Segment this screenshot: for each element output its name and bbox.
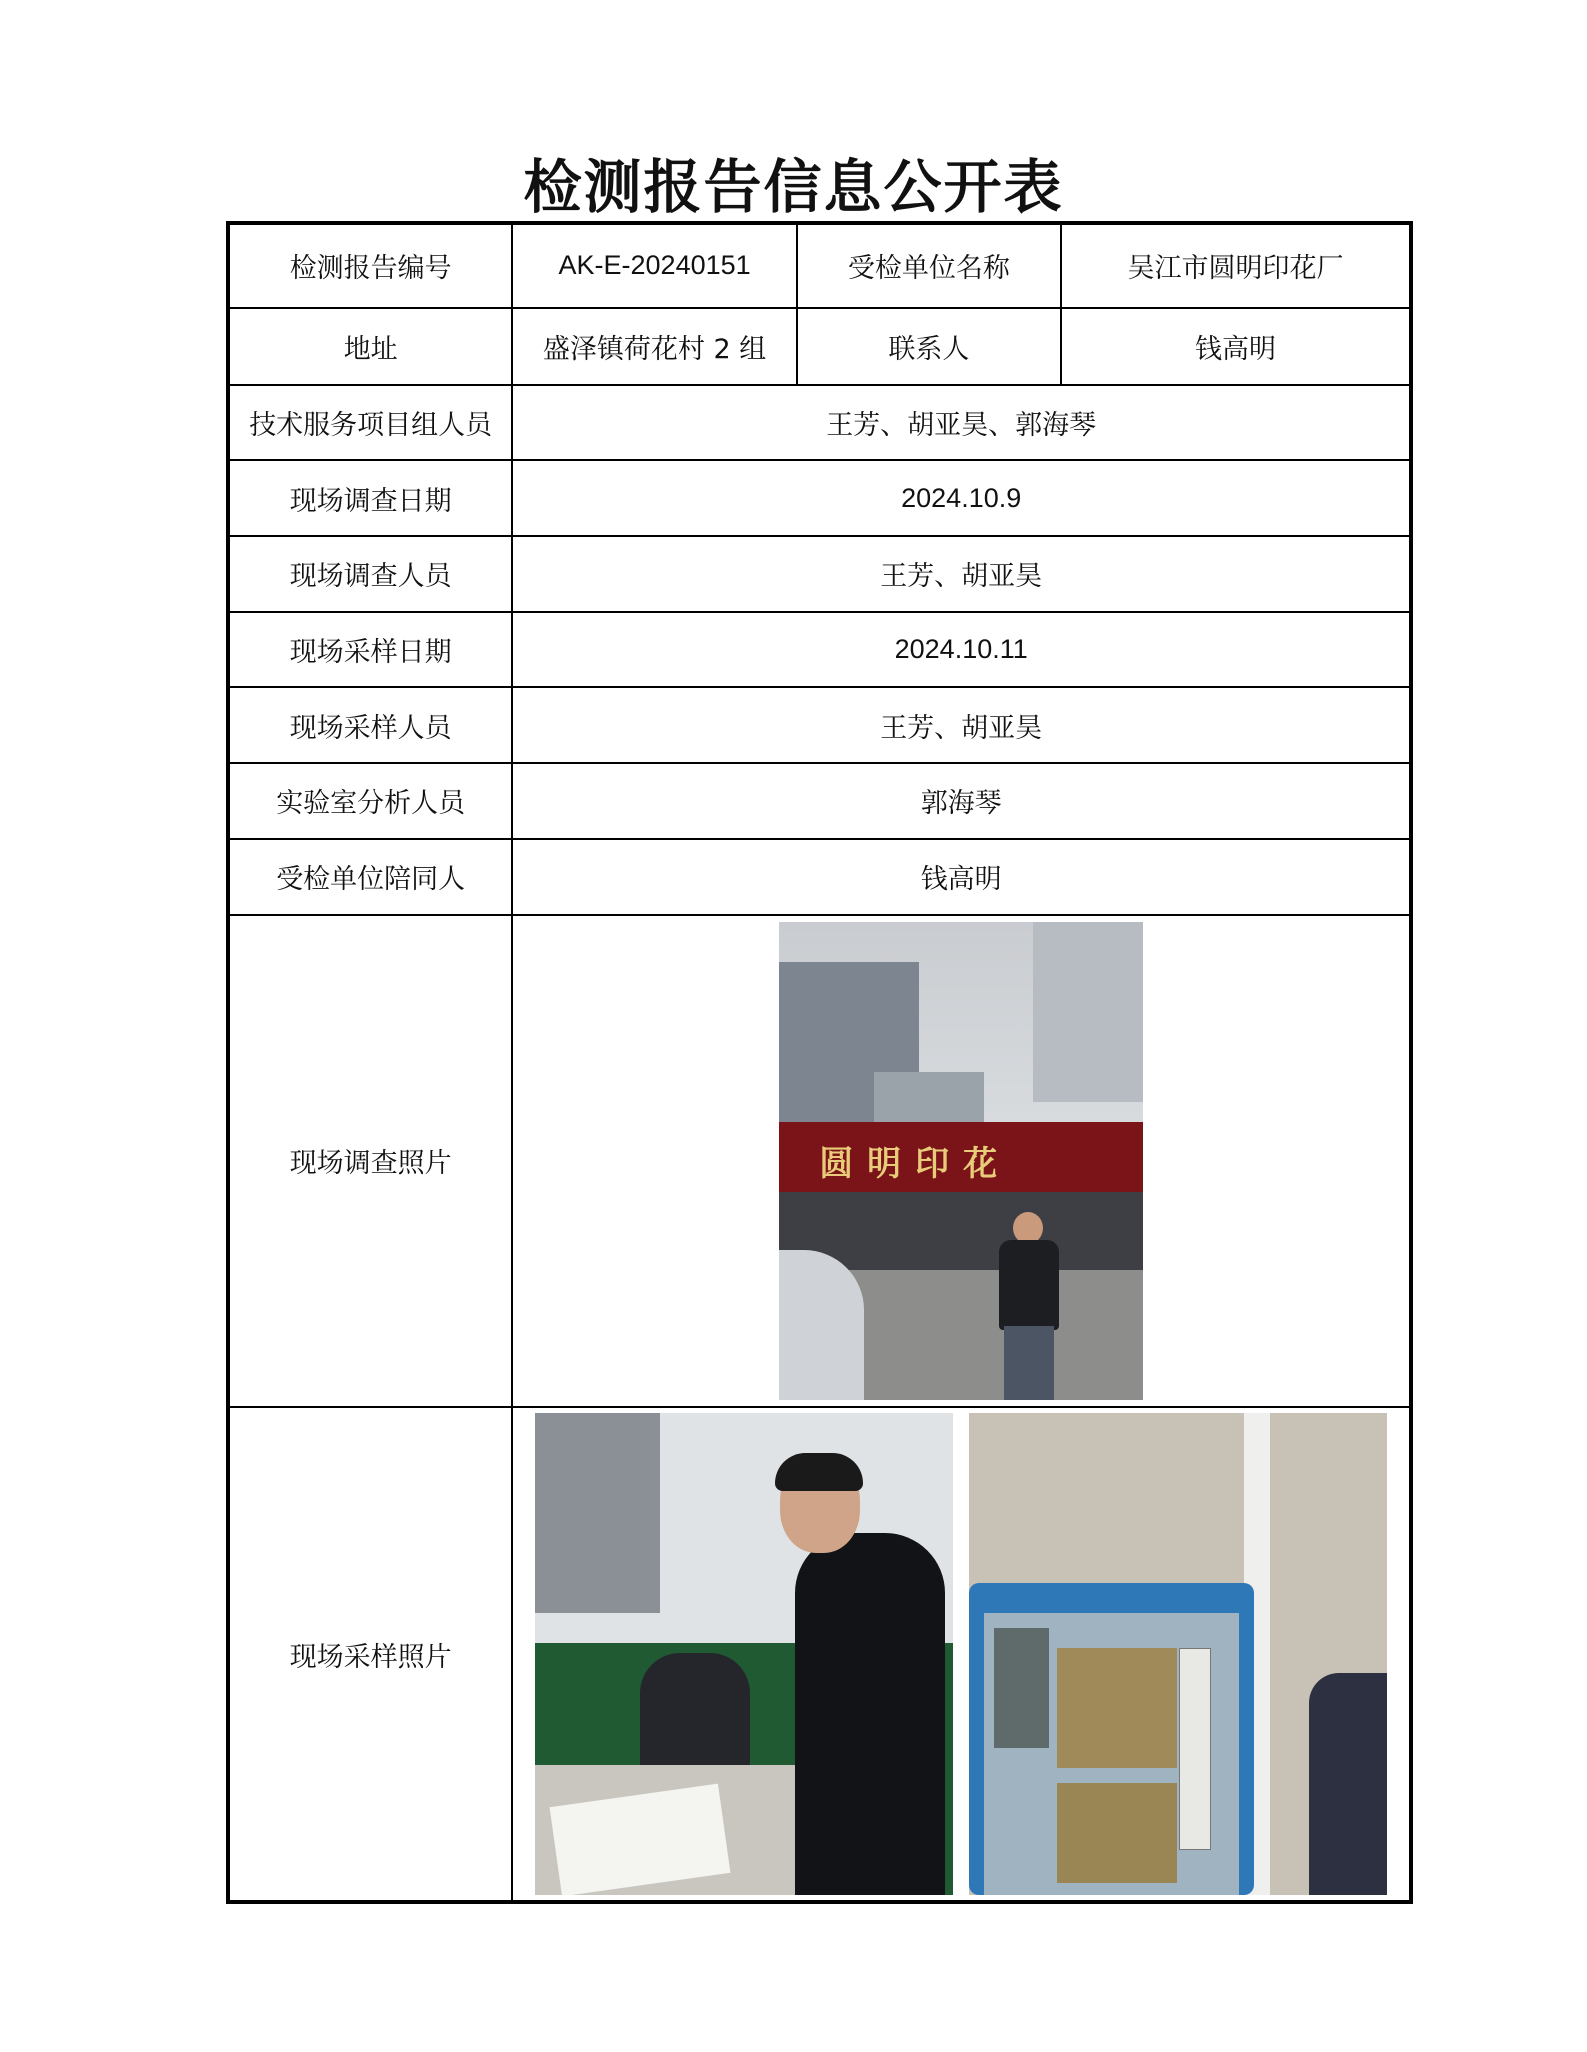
table-row [228,763,1411,839]
table-row [228,915,1411,1408]
lab-staff-label: 实验室分析人员 [228,763,512,839]
team-label: 技术服务项目组人员 [228,385,512,461]
sample-date-value: 2024.10.11 [512,612,1411,688]
survey-staff-value: 王芳、胡亚昊 [512,536,1411,612]
unit-label: 受检单位名称 [797,223,1061,308]
survey-photo-label: 现场调查照片 [228,915,512,1408]
factory-sign-text: 圆明印花 [819,1143,1012,1184]
survey-photo-cell [512,915,1411,1408]
table-row [228,385,1411,461]
table-row [228,223,1411,308]
report-table [226,221,1413,1904]
survey-date-value: 2024.10.9 [512,460,1411,536]
sample-staff-label: 现场采样人员 [228,687,512,763]
sample-staff-value: 王芳、胡亚昊 [512,687,1411,763]
table-row [228,612,1411,688]
survey-date-label: 现场调查日期 [228,460,512,536]
escort-label: 受检单位陪同人 [228,839,512,915]
team-value: 王芳、胡亚昊、郭海琴 [512,385,1411,461]
contact-label: 联系人 [797,308,1061,385]
report-no-value: AK-E-20240151 [512,223,796,308]
contact-value: 钱高明 [1061,308,1411,385]
table-row [228,1407,1411,1902]
sample-date-label: 现场采样日期 [228,612,512,688]
table-row [228,308,1411,385]
table-row [228,687,1411,763]
sample-photo-office [535,1413,953,1895]
lab-staff-value: 郭海琴 [512,763,1411,839]
survey-staff-label: 现场调查人员 [228,536,512,612]
report-no-label: 检测报告编号 [228,223,512,308]
address-value: 盛泽镇荷花村 2 组 [512,308,796,385]
sample-photo-sampler [969,1413,1387,1895]
unit-value: 吴江市圆明印花厂 [1061,223,1411,308]
table-row [228,536,1411,612]
address-label: 地址 [228,308,512,385]
page-title: 检测报告信息公开表 [523,153,1064,221]
sample-photo-cell [512,1407,1411,1902]
sample-photo-label: 现场采样照片 [228,1407,512,1902]
table-row [228,839,1411,915]
survey-photo [779,922,1143,1400]
table-row [228,460,1411,536]
escort-value: 钱高明 [512,839,1411,915]
